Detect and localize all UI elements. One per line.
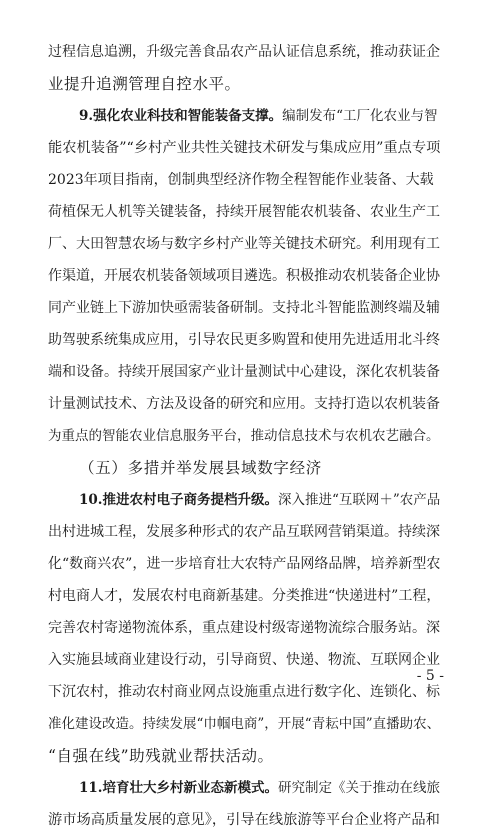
paragraph-text: 研究制定《关于推动在线旅 [278, 780, 440, 796]
paragraph-line: 同产业链上下游加快亟需装备研制。支持北斗智能监测终端及辅 [48, 300, 440, 316]
paragraph-text: 编制发布“工厂化农业与智 [282, 108, 438, 124]
item-heading: 9.强化农业科技和智能装备支撑。 [79, 108, 283, 124]
page-number: - 5 - [416, 668, 444, 684]
paragraph-line: 过程信息追溯，升级完善食品农产品认证信息系统，推动获证企 [48, 44, 440, 60]
paragraph-line: 准化建设改造。持续发展“巾帼电商”，开展“青耘中国”直播助农、 [48, 716, 440, 732]
paragraph-text: 深入推进“互联网＋”农产品 [278, 492, 440, 508]
paragraph-line: 助驾驶系统集成应用，引导农民更多购置和使用先进适用北斗终 [48, 332, 440, 348]
paragraph-line [48, 484, 440, 516]
document-body [48, 36, 440, 836]
paragraph-line [48, 100, 440, 132]
paragraph-line: 计量测试技术、方法及设备的研究和应用。支持打造以农机装备 [48, 396, 440, 412]
item-heading: 11.培育壮大乡村新业态新模式。 [79, 780, 278, 796]
item-heading: 10.推进农村电子商务提档升级。 [79, 492, 278, 508]
paragraph-line: 为重点的智能农业信息服务平台，推动信息技术与农机农艺融合。 [48, 428, 440, 444]
paragraph-line: 厂、大田智慧农场与数字乡村产业等关键技术研究。利用现有工 [48, 236, 440, 252]
paragraph-line: 入实施县域商业建设行动，引导商贸、快递、物流、互联网企业 [48, 652, 440, 668]
paragraph-line: 出村进城工程，发展多种形式的农产品互联网营销渠道。持续深 [48, 524, 440, 540]
paragraph-line: 荷植保无人机等关键装备，持续开展智能农机装备、农业生产工 [48, 204, 440, 220]
paragraph-line: 能农机装备”“乡村产业共性关键技术研发与集成应用”重点专项 [48, 140, 440, 156]
paragraph-line [48, 772, 440, 804]
paragraph-line: 完善农村寄递物流体系，重点建设村级寄递物流综合服务站。深 [48, 620, 440, 636]
paragraph-line: 业提升追溯管理自控水平。 [48, 75, 241, 93]
paragraph-line: 作渠道，开展农机装备领域项目遴选。积极推动农机装备企业协 [48, 268, 440, 284]
paragraph-line: 游市场高质量发展的意见》，引导在线旅游等平台企业将产品和 [48, 812, 440, 828]
paragraph-line: 2023年项目指南，创制典型经济作物全程智能作业装备、大载 [48, 172, 434, 188]
section-heading: （五）多措并举发展县域数字经济 [79, 459, 323, 477]
paragraph-line: 端和设备。持续开展国家产业计量测试中心建设，深化农机装备 [48, 364, 440, 380]
paragraph-line: “自强在线”助残就业帮扶活动。 [48, 747, 274, 765]
paragraph-line: 化“数商兴农”，进一步培育壮大农特产品网络品牌，培养新型农 [48, 556, 440, 572]
paragraph-line: 下沉农村，推动农村商业网点设施重点进行数字化、连锁化、标 [48, 684, 440, 700]
paragraph-line: 村电商人才，发展农村电商新基建。分类推进“快递进村”工程， [48, 588, 440, 604]
